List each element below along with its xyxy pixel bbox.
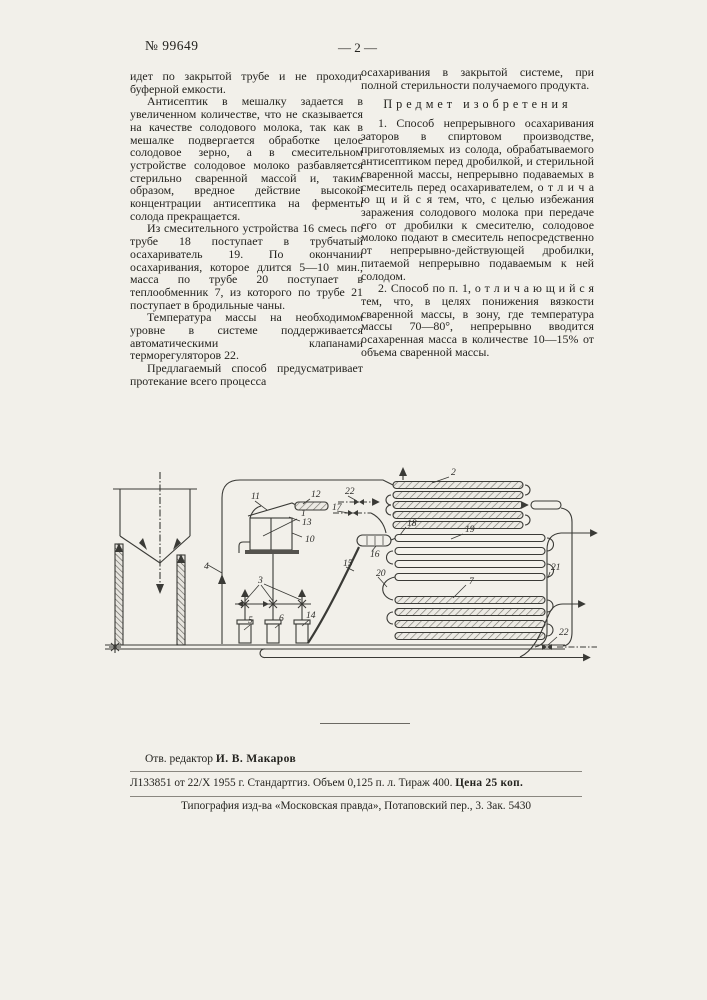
footer-editor-line: [145, 753, 296, 765]
figure-label: 14: [306, 610, 316, 621]
figure-label: 18: [407, 518, 417, 529]
claim-paragraph: 2. Способ по п. 1, о т л и ч а ю щ и й с я тем, что, в целях понижения вязкости сваренной массы, в зону, где температура массы 70—80°, непрерывно вводится осахаренная масса в количестве 10—15% от объема сваренной массы.: [361, 281, 594, 359]
figure-label: 13: [302, 517, 312, 528]
page-indicator: — 2 —: [338, 40, 377, 55]
figure-label: 22: [559, 627, 569, 638]
left-column: [130, 70, 363, 388]
heat-exchanger-coil: [387, 597, 553, 640]
figure-drawing: [95, 466, 640, 711]
figure-label: 20: [376, 568, 386, 579]
figure-label: 16: [370, 549, 380, 560]
paragraph: Антисептик в мешалку задается в увеличенном количестве, что не сказывается на качестве солодового молока, так как в мешалке подвергается обработке целое солодовое зерно, а в смесительном устройстве солодовое молоко разбавляется стерильно сваренной массой и, таким образом, вредное действие высокой концентрации антисептика на ферменты солода прекращается.: [130, 94, 363, 223]
figure-label: 15: [343, 558, 353, 569]
print-info: Л133851 от 22/X 1955 г. Стандартгиз. Объем 0,125 п. л. Тираж 400.: [130, 777, 456, 789]
pumps: [235, 554, 311, 643]
paragraph: Температура массы на необходимом уровне в системе поддерживается автоматическими клапанами терморегуляторов 22.: [130, 310, 363, 363]
footer-info-line: [130, 777, 582, 789]
mixer: [357, 535, 396, 546]
figure-label: 6: [279, 613, 284, 624]
footer-rule-bottom: [130, 796, 582, 797]
patent-number: № 99649: [145, 38, 199, 53]
editor-label: Отв. редактор: [145, 753, 216, 765]
editor-name: И. В. Макаров: [215, 753, 297, 765]
crusher: [239, 502, 328, 554]
figure-label: 12: [311, 489, 321, 500]
figure-label: 17: [332, 502, 342, 513]
paragraph: осахаривания в закрытой системе, при полной стерильности получаемого продукта.: [361, 65, 594, 92]
figure-label: 5: [248, 615, 253, 626]
footer-printing-house: Типография изд-ва «Московская правда», Потаповский пер., 3. Зак. 5430: [180, 800, 532, 812]
figure-label: 11: [251, 491, 260, 502]
paragraph: Из смесительного устройства 16 смесь по трубе 18 поступает в трубчатый осахариватель 19. По окончании осахаривания, которое длится 5—10 мин., масса по трубе 20 поступает в теплообменник 7, из которого по трубе 21 поступает в бродильные чаны.: [130, 221, 363, 312]
figure-label: 4: [204, 561, 209, 572]
figure-label: 19: [465, 524, 475, 535]
price: Цена 25 коп.: [455, 777, 524, 789]
figure-label: 21: [551, 562, 561, 573]
figure-label: 1: [301, 508, 306, 519]
figure-label: 3: [258, 575, 263, 586]
right-column: [361, 66, 594, 358]
feed-columns: [115, 543, 185, 645]
figure-label: 22: [345, 486, 355, 497]
figure-label: 2: [451, 467, 456, 478]
section-divider: [320, 723, 410, 724]
paragraph: Предлагаемый способ предусматривает протекание всего процесса: [130, 361, 363, 388]
figure: [95, 466, 640, 711]
claims-heading: Предмет изобретения: [383, 97, 572, 112]
paragraph: идет по закрытой трубе и не проходит буферной емкости.: [130, 69, 363, 96]
claims-list: [361, 117, 594, 358]
figure-label: 7: [469, 576, 474, 587]
figure-label: 10: [305, 534, 315, 545]
footer-rule-top: [130, 771, 582, 772]
saccharifier-coil: [383, 535, 554, 601]
claim-paragraph: 1. Способ непрерывного осахаривания заторов в спиртовом производстве, приготовляемых из солода, обрабатываемого антисептиком перед дробилкой, и стерильной сваренной массы, непрерывно подаваемых в смеситель перед осахаривателем, о т л и ч а ю щ и й с я тем, что, с целью избежания заражения солодового молока при передаче его от дробилки к смесителю, солодовое молоко подают в смеситель непосредственно от непрерывно-действующей дробилки, питаемой непрерывно подаваемым к ней солодом.: [361, 116, 594, 283]
